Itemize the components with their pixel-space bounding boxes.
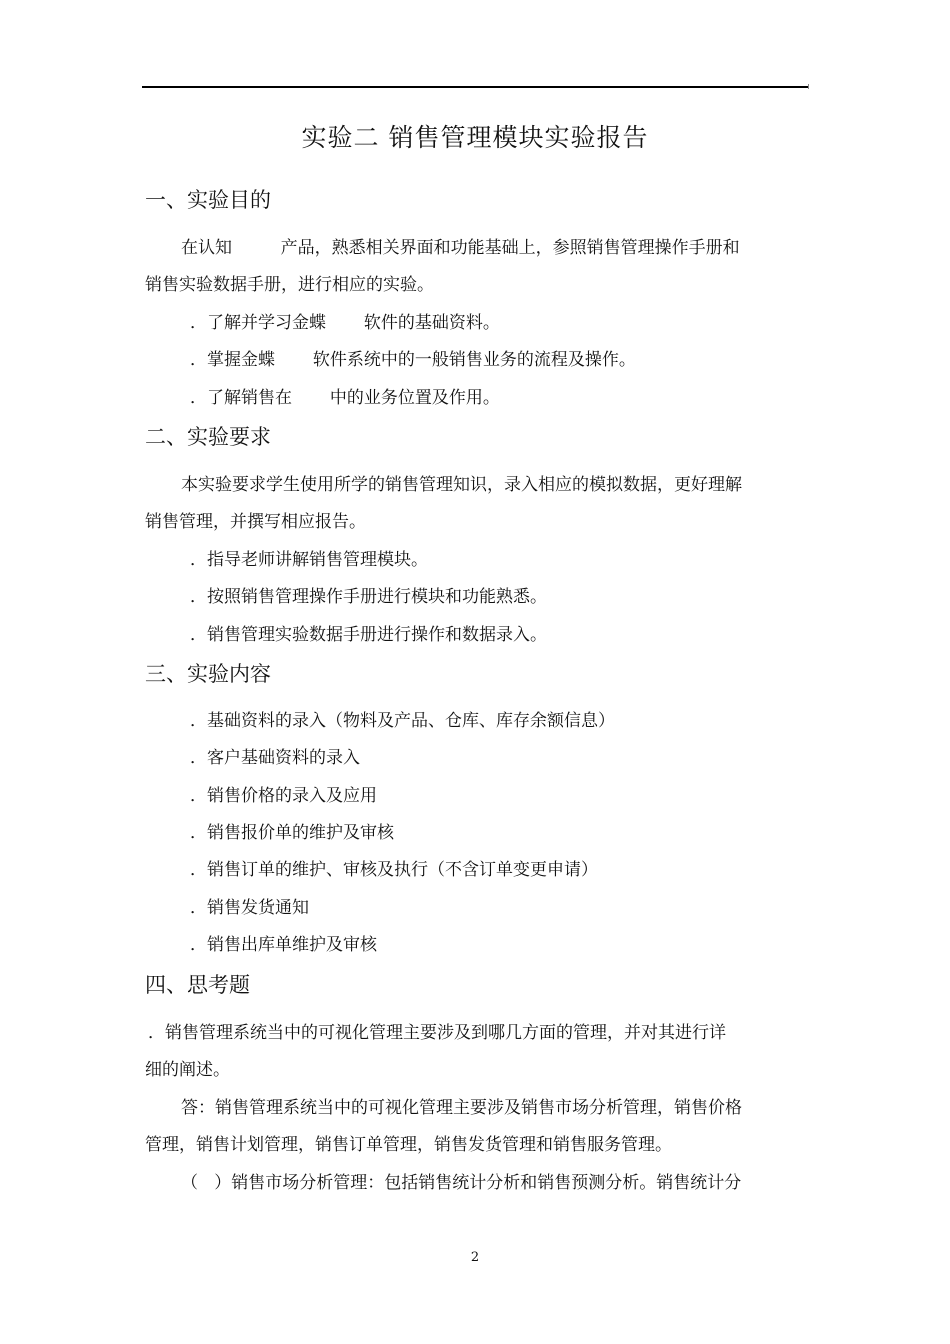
requirements-item: ．销售管理实验数据手册进行操作和数据录入。 — [190, 625, 547, 645]
content-item: ．销售价格的录入及应用 — [190, 786, 377, 806]
section-heading-purpose: 一、实验目的 — [145, 188, 271, 212]
content-item: ．客户基础资料的录入 — [190, 748, 360, 768]
purpose-item: ．掌握金蝶 软件系统中的一般销售业务的流程及操作。 — [190, 350, 636, 370]
purpose-intro-line-2: 销售实验数据手册，进行相应的实验。 — [145, 275, 434, 295]
answer-sub-line: （ ）销售市场分析管理：包括销售统计分析和销售预测分析。销售统计分 — [181, 1173, 742, 1193]
purpose-intro-line-1: 在认知 产品，熟悉相关界面和功能基础上，参照销售管理操作手册和 — [181, 238, 740, 258]
purpose-item: ．了解销售在 中的业务位置及作用。 — [190, 388, 500, 408]
question-line-2: 细的阐述。 — [145, 1060, 230, 1080]
requirements-item: ．指导老师讲解销售管理模块。 — [190, 550, 428, 570]
content-item: ．销售出库单维护及审核 — [190, 935, 377, 955]
content-item: ．销售报价单的维护及审核 — [190, 823, 394, 843]
answer-line-2: 管理，销售计划管理，销售订单管理，销售发货管理和销售服务管理。 — [145, 1135, 672, 1155]
header-rule — [142, 86, 809, 88]
answer-line-1: 答：销售管理系统当中的可视化管理主要涉及销售市场分析管理，销售价格 — [181, 1098, 742, 1118]
content-item: ．销售发货通知 — [190, 898, 309, 918]
section-heading-questions: 四、思考题 — [145, 973, 250, 997]
section-heading-content: 三、实验内容 — [145, 662, 271, 686]
header-rule-tick — [808, 84, 809, 89]
content-item: ．基础资料的录入（物料及产品、仓库、库存余额信息） — [190, 711, 615, 731]
question-line-1: ．销售管理系统当中的可视化管理主要涉及到哪几方面的管理，并对其进行详 — [148, 1023, 726, 1043]
content-item: ．销售订单的维护、审核及执行（不含订单变更申请） — [190, 860, 598, 880]
requirements-item: ．按照销售管理操作手册进行模块和功能熟悉。 — [190, 587, 547, 607]
section-heading-requirements: 二、实验要求 — [145, 425, 271, 449]
purpose-item: ．了解并学习金蝶 软件的基础资料。 — [190, 313, 500, 333]
requirements-intro-line-1: 本实验要求学生使用所学的销售管理知识，录入相应的模拟数据，更好理解 — [181, 475, 742, 495]
requirements-intro-line-2: 销售管理，并撰写相应报告。 — [145, 512, 366, 532]
page-number: 2 — [470, 1250, 480, 1265]
document-title: 实验二 销售管理模块实验报告 — [301, 123, 649, 152]
